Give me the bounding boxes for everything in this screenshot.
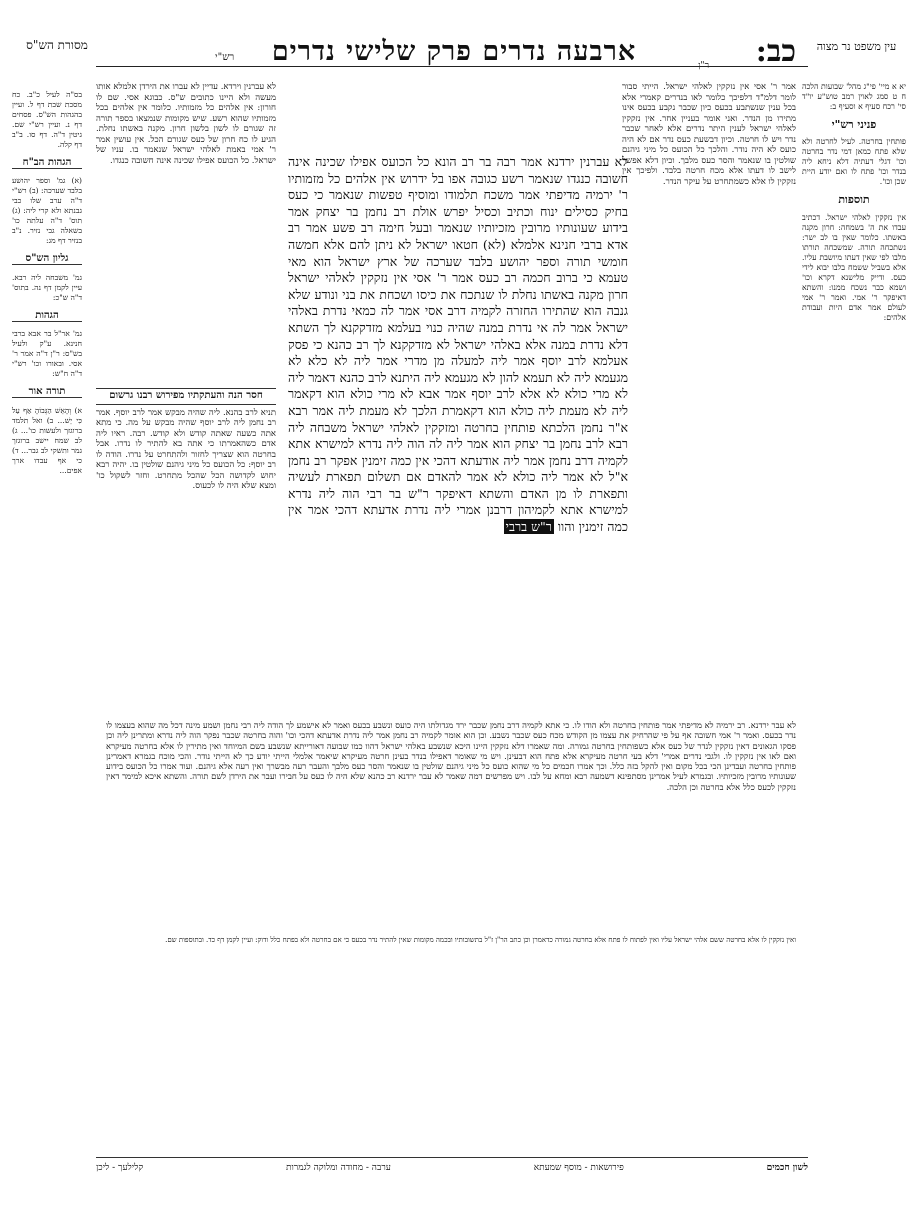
folio-number: כב: [755, 34, 796, 69]
rashi-label: רש"י [215, 52, 235, 63]
ein-mishpat-text: יא א מיי' פי"ג מהל' שבועות הלכה ח ט סמג לאוין רמב טוש"ע יו"ד סי' רכח סעיף א וסעיף ב: [802, 81, 906, 111]
tosafot-commentary [96, 82, 276, 626]
tosafot-title: תוספות [838, 193, 870, 207]
footnote-text: ואין נזקקין לו אלא בחרטה ששם אלהי ישראל עליו ואין לפתוח לו פתח אלא בחרטה גמורה כדאמרן וכן כתב הר"ן ז"ל בתשובותיו ובכמה מקומות שאין להתיר נדר בכעס כי אם בחרטה ולא בפתח כלל ודוק: ועיין לקמן דף כד. ובתוספות שם. [165, 936, 796, 944]
section-heading: חסר הנה והעתקתיו מפירוש רבנו גרשום [96, 388, 276, 405]
footer-item-right: קלילעך - ליכן [96, 1163, 144, 1173]
footer-item-left: פירושאות - מוסף שמעתא [533, 1163, 624, 1173]
rashi-commentary-top [622, 82, 796, 626]
left-margin-column [12, 82, 82, 484]
page-title: ארבעה נדרים פרק שלישי נדרים [271, 36, 637, 67]
gilyon-title: גליון הש"ס [12, 254, 82, 265]
footer-brand: לשון חכמים [766, 1163, 808, 1173]
haghot-title: הגהות הב"ח [12, 158, 82, 169]
masoret-label: מסורת הש"ס [26, 38, 88, 52]
gilyon-text: גמ' משבחה ליה רבא. עיין לקמן דף נה. בתוס' ד"ה ש"כ: [12, 272, 82, 302]
torah-or-title: תורה אור [12, 387, 82, 398]
torah-or-text: א) וְהָאֵשׁ הַגְּבוֹהָ אַף עַל כִּי יֵשׁ... ב) ואל תלמד ברוגזך ולעשות כו'... ג) לב שמח יישב ברוגזך גמר ותשקי לב גבר... ד) כי אף עבדו ארך אפים... [12, 405, 82, 475]
tosafot-top-text: לא עברנין וירדא. עדיין לא עברו את הירדן אלמלא אותו מעשה ולא היינו כתובים ש"ס. כבוגא אסי. שם לו חורון: אין אלהים כל מזמותיו. כלומר אין אלהים בכל מזמותיו שהוא רשע. שיש מקומות שנמצאו בספר תורה זה שגורם לו לשון בלשון חרון. מקנה באשתו נחלת. הגיע לו כח חרון של כעס שגורם הכל. אין עושין אמר ר' אמי באמת לאלהי ישראל שנאמר בו. עניו של ישראל. כל הכועס אפילו שכינה אינה חשובה כנגדו. [96, 82, 276, 166]
right-margin-column [802, 74, 906, 331]
ran-label: ר"ן [698, 61, 709, 71]
rashi-commentary-bottom [106, 720, 796, 934]
rashi-top-text: אמר ר' אסי אין נזקקין לאלהי ישראל. הייתי סבור לומר דלמ"ד דלפיכך כלומר לאו בנדרים קאמרי אלא בכל ענין שנשתבע בכעס כיון שכבר נקבע בכעס אינו מתירו מן הנדר. ואני אומר בעניין אחר. אין נזקקין לאלהי ישראל לענין היתר נדרים אלא לאחר שכבר נדר ויש לו חרטה. וכיון דבשעת כעס נדר אם לא היה כועס לא היה נודר. והלכך כל הכועס כל מיני גיהנם שולטין בו שנאמר והסר כעס מלבך. וכיון דלא אפשר לישב לו דעתו אלא מכח חרטה בלבד. ולפיכך אין נזקקין לו אלא כשמתחרט על עיקר הנדר. [622, 82, 796, 187]
rashi-bottom-text: לא עבר ירדנא. רב ירמיה לא מדיפתי אמר פותחין בחרטה ולא הודו לו. כי אתא לקמיה דרב נחמן שכבר ירד מגדולתו היה כועס ונשבע בכעס ואמר לא אישמע לך הודה ליה רבי נחמן ושמע מינה דכל מה שהוא בעצמו לו נדר בכעס. ואמר ר' אמי חשובה אף על פי שהרחיק את עצמו מן הקודש מכח כעס שכבר נשבע. וכן הוא אומר לקמיה רב נחמן אמר ליה נדרת אדעתא דהכי וכו' והוה בחרטה שכבר נפקר הוה ליה נדרא ומתרינן ליה וכן פסקו הגאונים דאין נזקקין לנדר של כעס אלא כשפותחין בחרטה גמורה. ומה שאמרו דלא נזקקין היינו היכא שנשבע באלהי ישראל דהוו כמו שבועה דאורייתא שנשבע בשם המיוחד ואין מתירין לו אלא בחרטה מעיקרא ואם לאו אין נזקקין לו. ולגבי נדרים אמרי' דלא בעי חרטה מעיקרא אלא פתח הוא דבעינן. ויש מי שאומר דאפילו בנדר בעינן חרטה מעיקרא שיאמר אלמלי הייתי יודע כך לא הייתי נודר. והכי מוכח בגמרא דאמרינן פותחין בחרטה ועבדינן הכי בכל מקום ואין להקל בזה כלל. וכך אמרו חכמים כל מי שהוא כועס כל מיני גיהנם שולטין בו שנאמר והסר כעס מלבך והעבר רעה מבשרך ואין רעה אלא גיהנם. ועוד אמרו כל הכועס בידוע שעונותיו מרובין מזכיותיו. ובגמרא לעיל אמרינן מסתפינא דשמעה רבא ומחא על לבו. ויש מפרשים דמה שאמר לא עבר ירדנא רב כהנא שלא היה לו כעס על חבירו ועבר את הירדן לשם תורה. והשתא איכא למימר דאין נזקקין לכעס כלל אלא בחרטה וכן הלכה. [106, 720, 796, 792]
page-header [0, 34, 914, 78]
hagahot-text: גמ' אר"ל בר אבא ברבי חנינא. ע"ק ולעיל בש"ס: ר"ן ד"ה אמר ר' אסי. ובאורו וכו' רש"י ד"ה ח"ש: [12, 329, 82, 379]
pninei-rashi-text: פותחין בחרטה. לעיל לחרטה ולא שלא פתח כמאן דמי נדר בחרטה וכו' דגלי דעתיה דלא ניחא ליה בנדר וכו' פתח לו ואם יודע היית שכן וכו'. [802, 137, 906, 187]
highlighted-name: ר"ש ברבי [505, 519, 552, 535]
hagahot-title: הגהות [12, 311, 82, 322]
gemara-main-text [288, 154, 628, 630]
pninei-rashi-title: פניני רש"י [831, 117, 877, 131]
rif-text: תניא לרב בהנא. ליה שהיה מבקש אמר לרב יוסף. אמר רב נחמן ליה לרב יוסף שהיה מבקש על מה. כי מתא אתה כשעה שאתה קודש ולא קודש. רבה. ראיו ליה אדם כשהאמרתו כי אתה בא להתיר לו נדרו. אבל בחרטה הוא שצריך לחזור ולהתחרט על נדרו. הודה לו רב יוסף: כל הכועס כל מיני גיהנם שולטין בו. יהיה רבא יחוש לקדושה הכל שהכל מתחרט. וחזר לשקול כו' ומצא שלא היה לו לכעוס. [96, 407, 276, 491]
gemara-text: לא עברנין ירדנא אמר רבה בר רב הונא כל הכועס אפילו שכינה אינה חשובה כנגדו שנאמר רשע כגובה אפו בל ידרוש אין אלהים כל מזמותיו ר' ירמיה מדיפתי אמר משכח תלמודו ומוסיף טפשות שנאמר כי כעס בחיק כסילים ינוח וכתיב וכסיל יפרש אולת רב נחמן בר יצחק אמר בידוע שעונותיו מרובין מזכיותיו שנאמר ובעל חימה רב פשע אמר רב אדא ברבי חנינא אלמלא (לא) חטאו ישראל לא ניתן להם אלא חמשה חומשי תורה וספר יהושע בלבד שערכה של ארץ ישראל הוא מאי טעמא כי ברוב חכמה רב כעס אמר ר' אסי אין נזקקין לאלהי ישראל חרון מקנה באשתו נחלת לו שנתכח את כיסו ושכחת את בני ונודע שלא גנבה הוא שהתירו החזרה לקמיה דרב אסי אמר לה כמאי נדרת באלהי ישראל אמר לה אי נדרת במנה שהיה כנוי בעלמא מזדקקנא לך השתא דלא נדרת במנה אלא באלהי ישראל לא מזדקקנא לך רב כהנא כי פסק אעלמא לרב יוסף אמר ליה למעלה מן מדרי אמר ליה לא כלא לא מגעמא ליה לא תעמא להון לא מגעמא ליה היתנא לרב כהנא דאמר ליה לא מרי כולא לא אלא לרב יוסף אמר אבא לא מרי כולא הוא דקאמר ליה לא מעמת ליה כולא הוא דקאמרת הלכך לא מעמת ליה אמר רבא א"ר נחמן הלכתא פותחין בחרטה ומזקקין לאלהי ישראל משבחה ליה רבא לרב נחמן בר יצחק הוא אמר ליה לה הוה ליה נדרא למישרא אתא לקמיה דרב נחמן אמר ליה אודעתא דהכי אין כמה זימנין אפקר רב נחמן א"ל לא אמר ליה כולא לא אמר להאדם אם תשלום תפארת לעשיה ותפארת לו מן האדם והשתא דאיפקר ר"ש בר רבי הוה ליה נדרא למישרא אתא לקמיהון דרבנן אמרי ליה נדרת אדעתא דהכי אמר אין כמה זימנין והוו [288, 154, 628, 535]
masoret-text: בס"ה לעיל כ"ב. כח מסכת שבת דף ל. ועיין בהגהות הש"ס. פסחים דף נ. ועיין רש"י שם. גיטין ד"ה. דף סו. ב"ב דף קלה. [12, 89, 82, 149]
ein-mishpat-label: עין משפט נר מצוה [816, 40, 897, 53]
footer-item-middle: ערבה - מחודה ומלוקה לגמרות [285, 1163, 391, 1173]
haghot-text: (א) גמ' וספר יהושע בלבד שערכה: (ב) רש"י ד"ה ערב שלו כבי גבנתא ולא קרי ליה: (ג) תוס' ד"ה עלתה כו' בשאלה גבי נזיר. נ"ב בנזיר דף מג: [12, 176, 82, 246]
header-rule [96, 66, 808, 67]
tosafot-margin-text: אין נזקקין לאלהי ישראל. דכתיב עבדו את ה' בשמחה: חרון מקנה באשתו. כלומר שאין בו לב ישר: נשתכחה תורה. שמשכחה תורתו מלבו לפי שאין דעתו מיושבת עליו. אלא בשביל ששמח בלבו יבוא לידי כעס. ודייק מלישנא דקרא וכו' ושמא כבר נשכח ממנו: והשתא דאיפקר ר' אמי. ואמר ר' אמי לעולם אמר אדם היות ועבודת אלהים: [802, 212, 906, 322]
page-footer [96, 1157, 808, 1173]
